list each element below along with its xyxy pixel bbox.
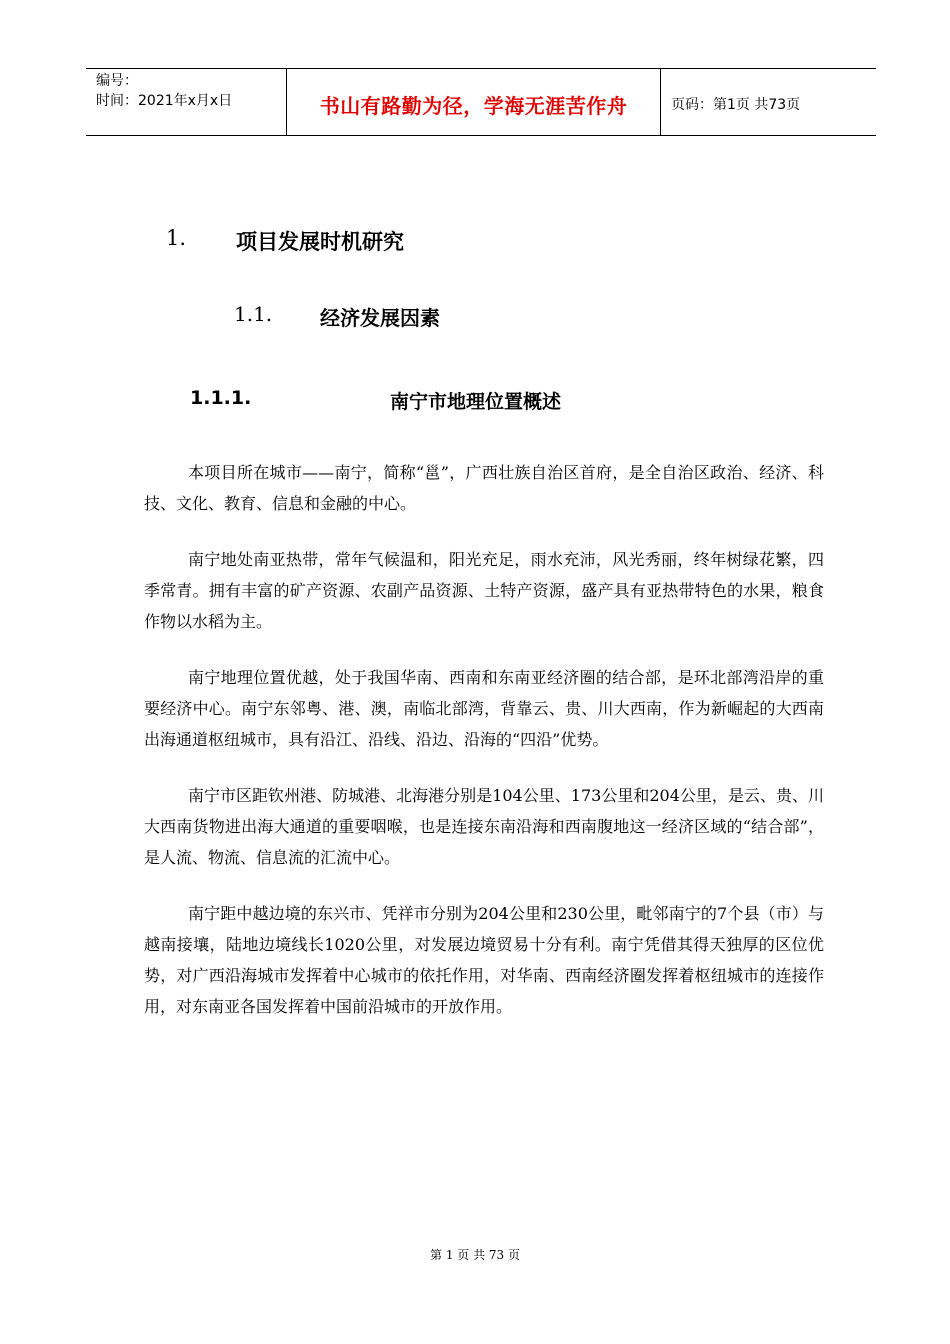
paragraph: 本项目所在城市——南宁，简称“邕”，广西壮族自治区首府，是全自治区政治、经济、科技、文化、教育、信息和金融的中心。 xyxy=(144,463,824,513)
paragraph: 南宁市区距钦州港、防城港、北海港分别是104公里、173公里和204公里，是云、贵、川大西南货物进出海大通道的重要咽喉，也是连接东南沿海和西南腹地这一经济区域的“结合部”，是人流、物流、信息流的汇流中心。 xyxy=(144,786,824,867)
header-page-number: 页码：第1页 共73页 xyxy=(671,97,801,113)
heading-level-2 xyxy=(234,302,440,331)
heading-level-1 xyxy=(166,226,404,256)
heading-1-title: 项目发展时机研究 xyxy=(236,230,404,254)
body-text xyxy=(144,457,824,1047)
paragraph: 南宁距中越边境的东兴市、凭祥市分别为204公里和230公里，毗邻南宁的7个县（市）与越南接壤，陆地边境线长1020公里，对发展边境贸易十分有利。南宁凭借其得天独厚的区位优势，对广西沿海城市发挥着中心城市的依托作用，对华南、西南经济圈发挥着枢纽城市的连接作用，对东南亚各国发挥着中国前沿城市的开放作用。 xyxy=(144,904,824,1016)
paragraph: 南宁地处南亚热带，常年气候温和，阳光充足，雨水充沛，风光秀丽，终年树绿花繁，四季常青。拥有丰富的矿产资源、农副产品资源、土特产资源，盛产具有亚热带特色的水果，粮食作物以水稻为主。 xyxy=(144,550,824,631)
document-number-label: 编号： xyxy=(96,73,138,89)
page-header xyxy=(86,68,876,136)
page-footer: 第 1 页 共 73 页 xyxy=(430,1248,520,1262)
paragraph: 南宁地理位置优越，处于我国华南、西南和东南亚经济圈的结合部，是环北部湾沿岸的重要经济中心。南宁东邻粤、港、澳，南临北部湾，背靠云、贵、川大西南，作为新崛起的大西南出海通道枢纽城市，具有沿江、沿线、沿边、沿海的“四沿”优势。 xyxy=(144,668,824,749)
heading-3-title: 南宁市地理位置概述 xyxy=(390,391,562,413)
heading-3-number: 1.1.1. xyxy=(190,387,252,409)
heading-1-number: 1. xyxy=(166,226,187,250)
document-time-label: 时间：2021年x月x日 xyxy=(96,93,233,109)
heading-level-3 xyxy=(190,387,561,414)
heading-2-title: 经济发展因素 xyxy=(320,306,440,330)
header-motto: 书山有路勤为径，学海无涯苦作舟 xyxy=(287,69,661,135)
heading-2-number: 1.1. xyxy=(234,302,273,326)
header-meta xyxy=(86,69,287,135)
